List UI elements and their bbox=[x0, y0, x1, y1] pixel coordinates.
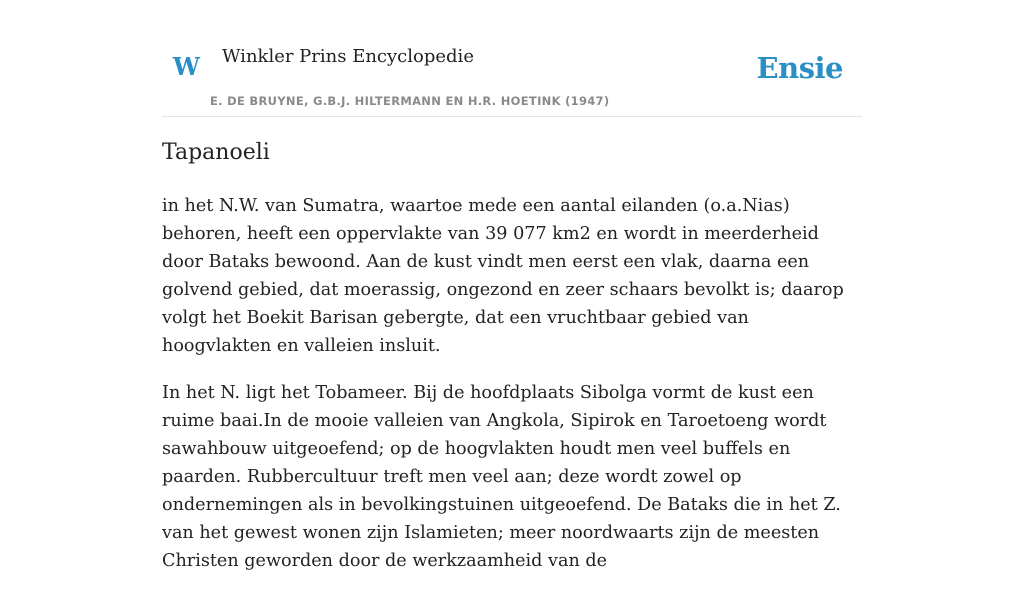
brand-logo[interactable]: Ensie bbox=[756, 51, 843, 85]
article-paragraph: in het N.W. van Sumatra, waartoe mede een aantal eilanden (o.a.Nias) behoren, heeft een oppervlakte van 39 077 km2 en wordt in meerderheid door Bataks bewoond. Aan de kust vindt men eerst een vlak, daarna een golvend gebied, dat moerassig, ongezond en zeer schaars bevolkt is; daarop volgt het Boekit Barisan gebergte, dat een vruchtbaar gebied van hoogvlakten en valleien insluit. bbox=[162, 196, 844, 356]
source-title[interactable]: Winkler Prins Encyclopedie bbox=[222, 46, 474, 67]
article-title: Tapanoeli bbox=[162, 140, 270, 165]
source-authors: E. DE BRUYNE, G.B.J. HILTERMANN EN H.R. HOETINK (1947) bbox=[210, 94, 610, 108]
header bbox=[162, 0, 862, 117]
article-paragraph: In het N. ligt het Tobameer. Bij de hoofdplaats Sibolga vormt de kust een ruime baai.In de mooie valleien van Angkola, Sipirok en Taroetoeng wordt sawahbouw uitgeoefend; op de hoogvlakten houdt men veel buffels en paarden. Rubbercultuur treft men veel aan; deze wordt zowel op ondernemingen als in bevolkingstuinen uitgeoefend. De Bataks die in het Z. van het gewest wonen zijn Islamieten; meer noordwaarts zijn de meesten Christen geworden door de werkzaamheid van de bbox=[162, 383, 841, 571]
page bbox=[162, 0, 862, 571]
article-body bbox=[162, 192, 862, 594]
source-logo[interactable]: W bbox=[173, 52, 200, 81]
